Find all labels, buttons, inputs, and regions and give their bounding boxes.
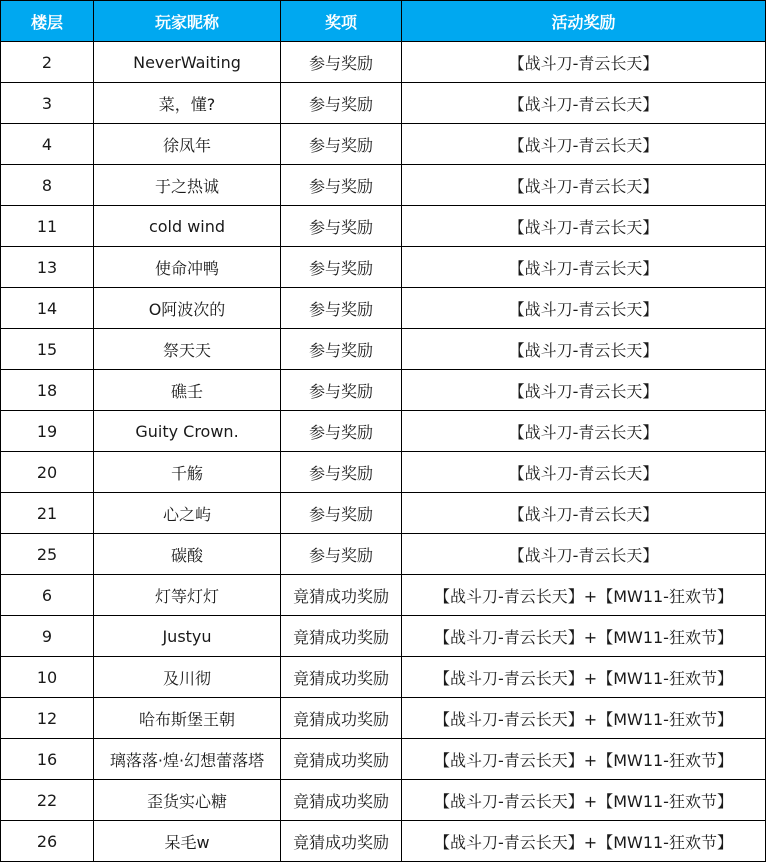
cell-reward: 【战斗刀-青云长天】+【MW11-狂欢节】: [402, 575, 766, 616]
cell-award: 参与奖励: [281, 165, 402, 206]
cell-reward: 【战斗刀-青云长天】: [402, 329, 766, 370]
cell-award: 竟猜成功奖励: [281, 821, 402, 862]
cell-floor: 13: [1, 247, 94, 288]
cell-reward: 【战斗刀-青云长天】+【MW11-狂欢节】: [402, 780, 766, 821]
table-row: [1, 616, 766, 657]
cell-nickname: NeverWaiting: [94, 42, 281, 83]
cell-reward: 【战斗刀-青云长天】+【MW11-狂欢节】: [402, 698, 766, 739]
cell-nickname: 祭天天: [94, 329, 281, 370]
cell-award: 参与奖励: [281, 206, 402, 247]
cell-nickname: 呆毛w: [94, 821, 281, 862]
table-row: [1, 739, 766, 780]
cell-floor: 26: [1, 821, 94, 862]
header-floor: 楼层: [1, 1, 94, 42]
cell-nickname: O阿波次的: [94, 288, 281, 329]
cell-reward: 【战斗刀-青云长天】: [402, 247, 766, 288]
cell-reward: 【战斗刀-青云长天】+【MW11-狂欢节】: [402, 821, 766, 862]
cell-floor: 10: [1, 657, 94, 698]
cell-nickname: Guity Crown.: [94, 411, 281, 452]
cell-nickname: cold wind: [94, 206, 281, 247]
table-row: [1, 165, 766, 206]
table-body: [1, 42, 766, 862]
cell-award: 竟猜成功奖励: [281, 739, 402, 780]
cell-reward: 【战斗刀-青云长天】+【MW11-狂欢节】: [402, 739, 766, 780]
cell-reward: 【战斗刀-青云长天】: [402, 534, 766, 575]
cell-reward: 【战斗刀-青云长天】: [402, 493, 766, 534]
cell-award: 参与奖励: [281, 288, 402, 329]
cell-floor: 3: [1, 83, 94, 124]
cell-award: 参与奖励: [281, 493, 402, 534]
header-reward: 活动奖励: [402, 1, 766, 42]
cell-reward: 【战斗刀-青云长天】: [402, 370, 766, 411]
cell-nickname: 徐凤年: [94, 124, 281, 165]
table-row: [1, 411, 766, 452]
cell-nickname: 碳酸: [94, 534, 281, 575]
table-row: [1, 821, 766, 862]
table-row: [1, 42, 766, 83]
cell-reward: 【战斗刀-青云长天】: [402, 452, 766, 493]
table-row: [1, 575, 766, 616]
cell-floor: 16: [1, 739, 94, 780]
cell-floor: 15: [1, 329, 94, 370]
cell-floor: 4: [1, 124, 94, 165]
cell-floor: 22: [1, 780, 94, 821]
cell-nickname: 使命冲鸭: [94, 247, 281, 288]
cell-reward: 【战斗刀-青云长天】: [402, 206, 766, 247]
cell-nickname: 千觞: [94, 452, 281, 493]
cell-floor: 8: [1, 165, 94, 206]
cell-award: 竟猜成功奖励: [281, 616, 402, 657]
header-nickname: 玩家昵称: [94, 1, 281, 42]
cell-award: 参与奖励: [281, 534, 402, 575]
table-row: [1, 452, 766, 493]
cell-reward: 【战斗刀-青云长天】+【MW11-狂欢节】: [402, 616, 766, 657]
cell-floor: 14: [1, 288, 94, 329]
cell-award: 竟猜成功奖励: [281, 698, 402, 739]
cell-floor: 19: [1, 411, 94, 452]
cell-floor: 20: [1, 452, 94, 493]
cell-award: 竟猜成功奖励: [281, 575, 402, 616]
table-row: [1, 206, 766, 247]
cell-reward: 【战斗刀-青云长天】: [402, 288, 766, 329]
table-row: [1, 493, 766, 534]
table-row: [1, 534, 766, 575]
cell-award: 参与奖励: [281, 247, 402, 288]
cell-floor: 25: [1, 534, 94, 575]
cell-award: 参与奖励: [281, 329, 402, 370]
table-row: [1, 370, 766, 411]
cell-reward: 【战斗刀-青云长天】: [402, 83, 766, 124]
table-row: [1, 288, 766, 329]
cell-award: 参与奖励: [281, 42, 402, 83]
cell-reward: 【战斗刀-青云长天】: [402, 42, 766, 83]
table-header: [1, 1, 766, 42]
cell-reward: 【战斗刀-青云长天】+【MW11-狂欢节】: [402, 657, 766, 698]
cell-floor: 6: [1, 575, 94, 616]
cell-nickname: Justyu: [94, 616, 281, 657]
header-row: [1, 1, 766, 42]
cell-award: 竟猜成功奖励: [281, 780, 402, 821]
cell-nickname: 及川彻: [94, 657, 281, 698]
cell-award: 竟猜成功奖励: [281, 657, 402, 698]
table-row: [1, 780, 766, 821]
cell-award: 参与奖励: [281, 124, 402, 165]
cell-nickname: 菜，懂?: [94, 83, 281, 124]
table-row: [1, 698, 766, 739]
cell-floor: 18: [1, 370, 94, 411]
cell-nickname: 哈布斯堡王朝: [94, 698, 281, 739]
table-row: [1, 247, 766, 288]
cell-reward: 【战斗刀-青云长天】: [402, 124, 766, 165]
cell-nickname: 灯等灯灯: [94, 575, 281, 616]
cell-reward: 【战斗刀-青云长天】: [402, 411, 766, 452]
cell-floor: 2: [1, 42, 94, 83]
cell-reward: 【战斗刀-青云长天】: [402, 165, 766, 206]
cell-nickname: 礁壬: [94, 370, 281, 411]
cell-floor: 21: [1, 493, 94, 534]
cell-nickname: 心之屿: [94, 493, 281, 534]
cell-award: 参与奖励: [281, 370, 402, 411]
cell-award: 参与奖励: [281, 411, 402, 452]
cell-award: 参与奖励: [281, 83, 402, 124]
cell-nickname: 歪货实心糖: [94, 780, 281, 821]
cell-award: 参与奖励: [281, 452, 402, 493]
cell-floor: 12: [1, 698, 94, 739]
table-row: [1, 124, 766, 165]
table-row: [1, 657, 766, 698]
cell-nickname: 于之热诚: [94, 165, 281, 206]
cell-floor: 9: [1, 616, 94, 657]
table-row: [1, 329, 766, 370]
cell-nickname: 璃落落·煌·幻想蕾落塔: [94, 739, 281, 780]
table-row: [1, 83, 766, 124]
cell-floor: 11: [1, 206, 94, 247]
header-award: 奖项: [281, 1, 402, 42]
